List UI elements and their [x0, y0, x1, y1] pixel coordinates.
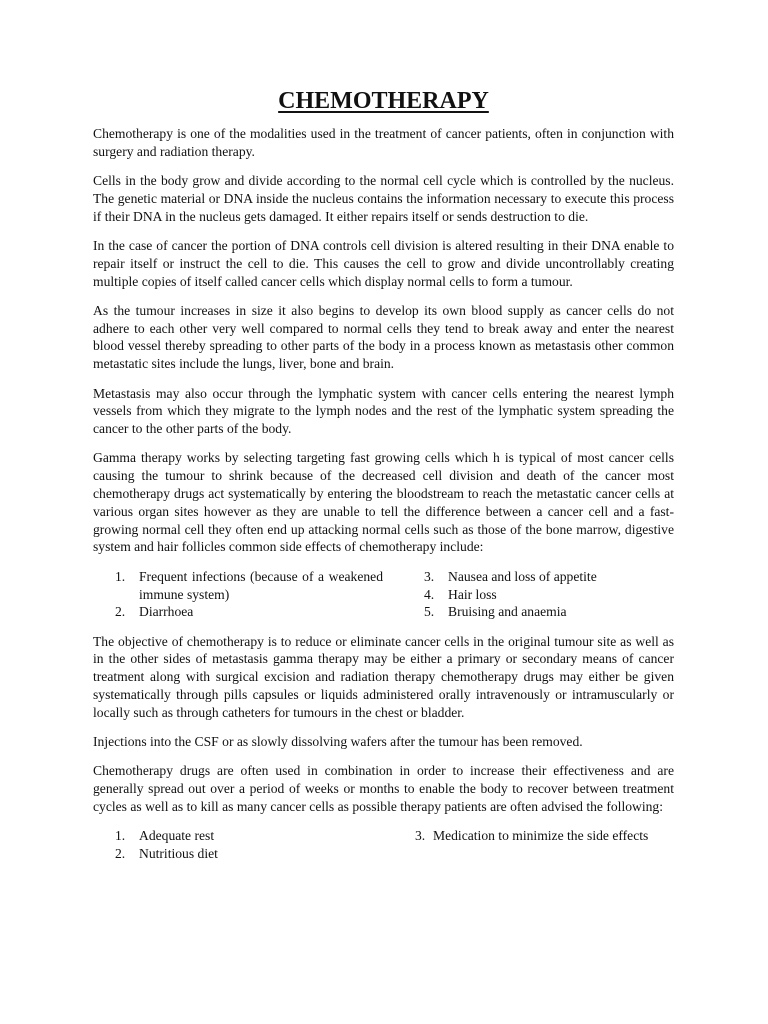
list-text: Hair loss — [448, 586, 497, 602]
list-item — [424, 586, 674, 604]
paragraph-tumour-growth: As the tumour increases in size it also begins to develop its own blood supply as cancer cells do not adhere to each other very well compared to normal cells they tend to break away and enter the nearest blood vessel thereby spreading to other parts of the body in a process known as metastasis other common metastatic sites include the lungs, liver, bone and brain. — [93, 302, 674, 372]
paragraph-lymphatic: Metastasis may also occur through the lymphatic system with cancer cells entering the nearest lymph vessels from which they migrate to the lymph nodes and the rest of the lymphatic system spreading the cancer to the other parts of the body. — [93, 385, 674, 437]
list-item — [424, 603, 674, 621]
list-item — [415, 827, 674, 845]
advice-list — [93, 827, 674, 863]
document-page — [93, 86, 674, 874]
document-title: CHEMOTHERAPY — [278, 88, 489, 114]
side-effects-list — [93, 568, 674, 621]
paragraph-objective: The objective of chemotherapy is to reduce or eliminate cancer cells in the original tumour site as well as in the other sides of metastasis gamma therapy may be either a primary or secondary means of cancer treatment along with surgical excision and radiation therapy chemotherapy drugs may either be given systematically through pills capsules or liquids administered orally intravenously or intramuscularly or locally such as through catheters for tumours in the chest or bladder. — [93, 633, 674, 720]
list-text: Bruising and anaemia — [448, 604, 567, 620]
list-text: Nausea and loss of appetite — [448, 568, 597, 584]
list-item — [115, 603, 383, 621]
list-number: 1. — [115, 568, 126, 584]
paragraph-combination: Chemotherapy drugs are often used in combination in order to increase their effectiveness and are generally spread out over a period of weeks or months to enable the body to recover between treatment cycles as well as to kill as many cancer cells as possible therapy patients are often advised the following: — [93, 763, 674, 814]
paragraph-cell-cycle: Cells in the body grow and divide according to the normal cell cycle which is controlled by the nucleus. The genetic material or DNA inside the nucleus contains the information necessary to execute this process if their DNA in the nucleus gets damaged. It either repairs itself or sends destruction to die. — [93, 173, 674, 224]
list-item — [424, 568, 674, 586]
list-item — [115, 568, 383, 604]
list-item — [115, 827, 415, 845]
list-text: Medication to minimize the side effects — [433, 828, 649, 844]
list-number: 1. — [115, 828, 126, 844]
paragraph-gamma-therapy: Gamma therapy works by selecting targeting fast growing cells which h is typical of most cancer cells causing the tumour to shrink because of the decreased cell division and death of the cancer most chemotherapy drugs act systematically by entering the bloodstream to reach the metastatic cancer cells at various organ sites however as they are unable to tell the difference between a cancer cell and a fast-growing normal cell they often end up attacking normal cells such as those of the bone marrow, digestive system and hair follicles common side effects of chemotherapy include: — [93, 450, 674, 555]
side-effects-column-left — [115, 568, 383, 621]
list-number: 2. — [115, 846, 126, 862]
list-number: 3. — [415, 828, 426, 844]
list-number: 2. — [115, 604, 126, 620]
paragraph-injections: Injections into the CSF or as slowly dissolving wafers after the tumour has been removed. — [93, 734, 583, 750]
list-text: Diarrhoea — [139, 604, 194, 620]
side-effects-column-right — [424, 568, 674, 621]
paragraph-cancer-dna: In the case of cancer the portion of DNA controls cell division is altered resulting in their DNA enable to repair itself or instruct the cell to die. This causes the cell to grow and divide uncontrollably creating multiple copies of itself called cancer cells which display normal cells to form a tumour. — [93, 237, 674, 289]
list-item — [115, 845, 415, 863]
advice-column-right — [415, 827, 674, 863]
list-number: 5. — [424, 604, 435, 620]
advice-column-left — [115, 827, 415, 863]
paragraph-intro: Chemotherapy is one of the modalities used in the treatment of cancer patients, often in conjunction with surgery and radiation therapy. — [93, 126, 674, 159]
list-text: Adequate rest — [139, 828, 215, 844]
list-text: Nutritious diet — [139, 846, 218, 862]
list-text: Frequent infections (because of a weakened immune system) — [139, 568, 383, 602]
list-number: 4. — [424, 586, 435, 602]
list-number: 3. — [424, 568, 435, 584]
